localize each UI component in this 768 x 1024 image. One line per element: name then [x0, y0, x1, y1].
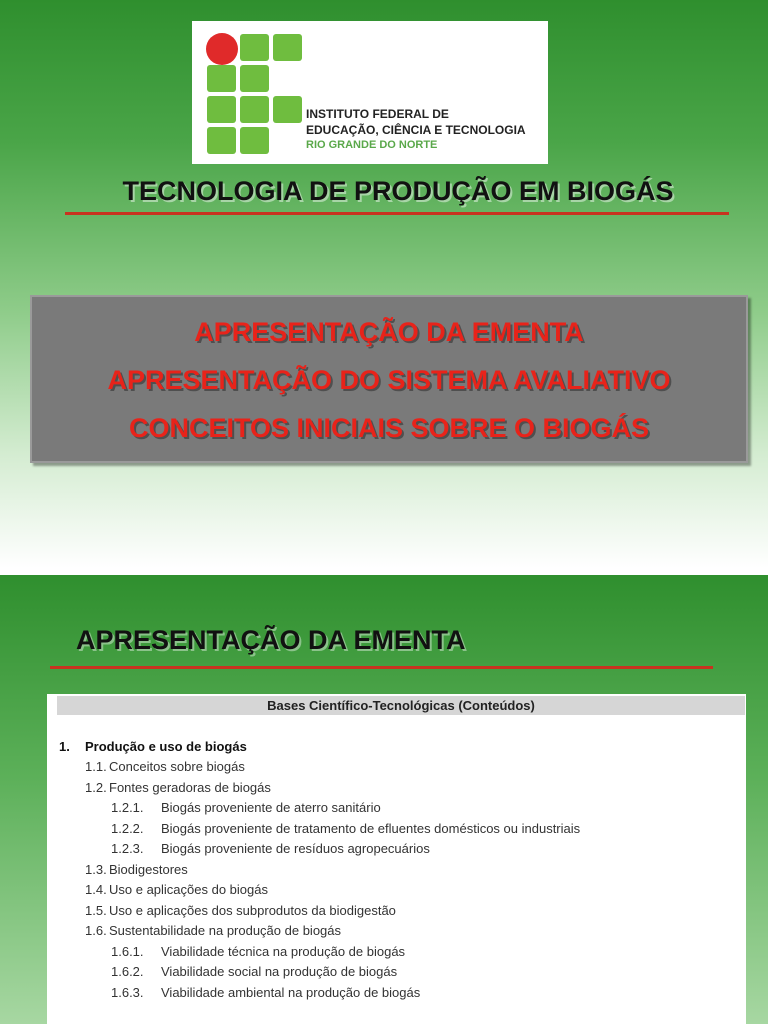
- item-number: 1.2.3.: [111, 841, 144, 856]
- list-item: [85, 902, 396, 919]
- list-item: [111, 963, 397, 980]
- item-text: Conceitos sobre biogás: [109, 759, 245, 774]
- title-underline: [65, 212, 729, 215]
- item-text: Biogás proveniente de resíduos agropecuários: [161, 841, 430, 856]
- item-text: Produção e uso de biogás: [85, 739, 247, 754]
- logo-text-line-1: INSTITUTO FEDERAL DE: [306, 107, 449, 121]
- item-text: Biogás proveniente de aterro sanitário: [161, 800, 381, 815]
- item-text: Biodigestores: [109, 862, 188, 877]
- title-underline: [50, 666, 713, 669]
- item-number: 1.6.: [85, 923, 107, 938]
- item-number: 1.6.3.: [111, 985, 144, 1000]
- item-text: Uso e aplicações dos subprodutos da biodigestão: [109, 903, 396, 918]
- table-header: Bases Científico-Tecnológicas (Conteúdos): [57, 696, 745, 715]
- topics-box: [30, 295, 748, 463]
- list-item: [111, 840, 430, 857]
- logo-text-line-2: EDUCAÇÃO, CIÊNCIA E TECNOLOGIA: [306, 123, 526, 137]
- list-item: [111, 984, 420, 1001]
- institute-logo: [192, 21, 548, 164]
- slide-1-title: TECNOLOGIA DE PRODUÇÃO EM BIOGÁS: [122, 176, 674, 206]
- list-item: [85, 881, 268, 898]
- item-text: Uso e aplicações do biogás: [109, 882, 268, 897]
- item-number: 1.2.2.: [111, 821, 144, 836]
- list-item: [111, 820, 580, 837]
- item-text: Viabilidade social na produção de biogás: [161, 964, 398, 979]
- topic-item: CONCEITOS INICIAIS SOBRE O BIOGÁS: [128, 413, 650, 443]
- item-number: 1.2.: [85, 780, 107, 795]
- logo-text-line-3: RIO GRANDE DO NORTE: [306, 139, 438, 151]
- list-item: [111, 799, 381, 816]
- item-number: 1.2.1.: [111, 800, 144, 815]
- item-number: 1.6.1.: [111, 944, 144, 959]
- item-number: 1.5.: [85, 903, 107, 918]
- list-item: [85, 861, 188, 878]
- item-text: Sustentabilidade na produção de biogás: [109, 923, 342, 938]
- list-item: [85, 779, 271, 796]
- list-item: [111, 943, 405, 960]
- item-number: 1.1.: [85, 759, 107, 774]
- topic-item: APRESENTAÇÃO DA EMENTA: [194, 317, 584, 347]
- list-item: [85, 922, 341, 939]
- item-number: 1.6.2.: [111, 964, 144, 979]
- topic-item: APRESENTAÇÃO DO SISTEMA AVALIATIVO: [107, 365, 671, 395]
- item-text: Viabilidade técnica na produção de biogás: [161, 944, 406, 959]
- item-text: Fontes geradoras de biogás: [109, 780, 271, 795]
- item-number: 1.4.: [85, 882, 107, 897]
- item-number: 1.3.: [85, 862, 107, 877]
- list-item: [85, 758, 245, 775]
- item-text: Viabilidade ambiental na produção de biogás: [161, 985, 421, 1000]
- syllabus-document: [47, 694, 746, 1024]
- slide-2-title: APRESENTAÇÃO DA EMENTA: [76, 625, 466, 655]
- item-text: Biogás proveniente de tratamento de efluentes domésticos ou industriais: [161, 821, 581, 836]
- item-number: 1.: [59, 739, 70, 754]
- list-item: [59, 738, 247, 755]
